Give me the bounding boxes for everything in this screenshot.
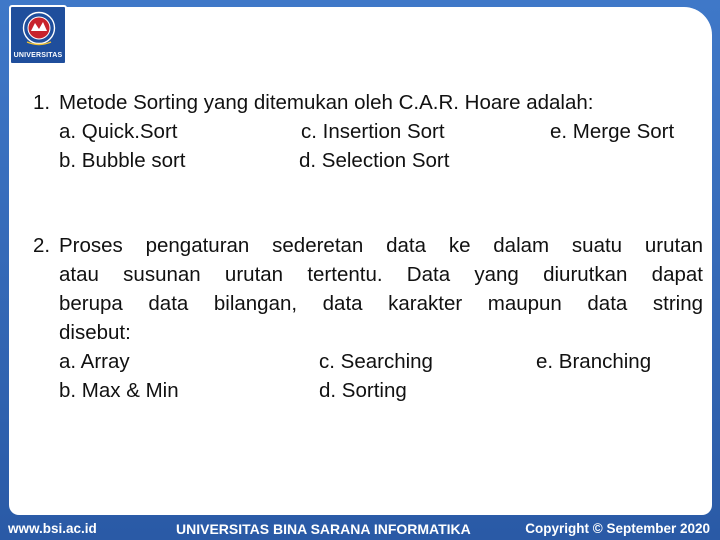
university-logo <box>9 5 67 65</box>
question-number: 1. <box>33 91 51 114</box>
option-e: e. Merge Sort <box>550 120 675 143</box>
option-d: d. Sorting <box>319 379 407 402</box>
footer-university: UNIVERSITAS BINA SARANA INFORMATIKA <box>176 521 471 537</box>
option-e: e. Branching <box>536 350 652 373</box>
options-row-1 <box>33 117 703 146</box>
footer-copyright: Copyright © September 2020 <box>525 521 710 536</box>
question-1 <box>33 88 703 175</box>
option-b: b. Bubble sort <box>59 149 186 172</box>
question-text-line: disebut: <box>59 321 131 344</box>
options-row-2 <box>33 146 703 175</box>
option-c: c. Insertion Sort <box>301 120 445 143</box>
options-row-1 <box>33 347 703 376</box>
option-a: a. Quick.Sort <box>59 120 178 143</box>
question-text-line: atau susunan urutan tertentu. Data yang diurutkan dapat <box>59 263 703 286</box>
question-text: Metode Sorting yang ditemukan oleh C.A.R. Hoare adalah: <box>59 91 594 114</box>
question-text-line: berupa data bilangan, data karakter maupun data string <box>59 292 703 315</box>
footer-url: www.bsi.ac.id <box>8 521 97 536</box>
logo-label: UNIVERSITAS <box>13 52 63 59</box>
bsi-emblem-icon <box>22 11 56 47</box>
option-b: b. Max & Min <box>59 379 179 402</box>
question-text-line: Proses pengaturan sederetan data ke dalam suatu urutan <box>59 234 703 257</box>
question-number: 2. <box>33 234 51 257</box>
question-2 <box>33 231 703 405</box>
option-d: d. Selection Sort <box>299 149 450 172</box>
footer-bar <box>0 515 720 540</box>
option-c: c. Searching <box>319 350 433 373</box>
option-a: a. Array <box>59 350 130 373</box>
options-row-2 <box>33 376 703 405</box>
